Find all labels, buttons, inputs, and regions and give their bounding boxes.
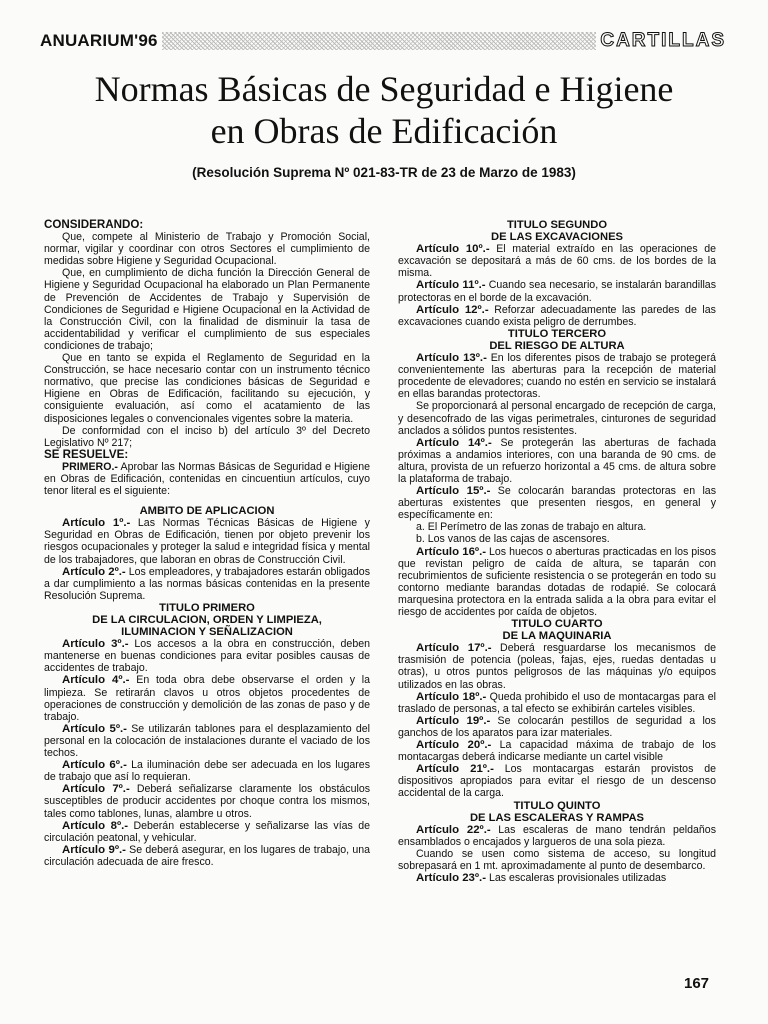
article-text: Los montacargas estarán provistos de dispositivos apropiados para evitar el riesgo de un descenso accidental de la carga. (398, 763, 716, 800)
section-heading: TITULO TERCERO (507, 327, 607, 340)
article-label: Artículo 2º.- (62, 565, 126, 578)
article (44, 783, 370, 819)
article (44, 674, 370, 722)
article-text: Deberá señalizarse claramente los obstáculos susceptibles de producir accidentes por choque contra los mismos, tales como tablones, lunas, alambre u otros. (44, 783, 371, 820)
article (398, 691, 716, 715)
article-text: Deberá resguardarse los mecanismos de trasmisión de potencia (poleas, fajas, ejes, ruedas dentadas u otras), u otros puntos peligrosos de las máquinas y/o equipos utilizados en las obras. (398, 642, 716, 691)
paragraph: De conformidad con el inciso b) del artículo 3º del Decreto Legislativo Nº 217; (44, 424, 370, 449)
article-label: Artículo 8º.- (62, 819, 129, 832)
article-label: Artículo 16º.- (416, 545, 487, 558)
section-heading: TITULO QUINTO (513, 799, 601, 812)
article-text: El material extraído en las operaciones de excavación se depositará a más de 60 cms. de los bordes de la misma. (398, 243, 716, 280)
article (44, 759, 370, 783)
section-heading: DE LAS EXCAVACIONES (491, 231, 623, 244)
section-heading: TITULO SEGUNDO (506, 219, 608, 231)
article-label: Artículo 15º.- (416, 485, 491, 498)
article-label: Artículo 22º.- (416, 823, 491, 836)
list-item: b. Los vanos de las cajas de ascensores. (416, 533, 610, 546)
article-label: Artículo 18º.- (416, 690, 487, 703)
article (398, 437, 716, 485)
article (398, 763, 716, 799)
paragraph: Que, compete al Ministerio de Trabajo y Promoción Social, normar, vigilar y coordinar con otros Sectores el cumplimiento de medidas sobre Higiene y Seguridad Ocupacional. (44, 231, 370, 268)
article-text: La capacidad máxima de trabajo de los montacargas deberá indicarse mediante un cartel visible (398, 739, 716, 764)
paragraph: Cuando se usen como sistema de acceso, su longitud sobrepasará en 1 mt. aproximadamente al punto de desembarco. (398, 847, 716, 872)
section-name: CARTILLAS (596, 30, 726, 52)
paragraph: Se proporcionará al personal encargado de recepción de carga, y desencofrado de las vigas perimetrales, cinturones de seguridad anclados a sólidos puntos resistentes. (398, 400, 716, 437)
article-label: PRIMERO.- (62, 460, 118, 473)
article-text: Se utilizarán tablones para el desplazamiento del personal en la colocación de instalaciones durante el vaciado de los techos. (44, 722, 370, 760)
article (44, 638, 370, 674)
article-label: Artículo 20º.- (416, 739, 492, 752)
section-heading: TITULO CUARTO (511, 618, 603, 631)
article-text: Las Normas Técnicas Básicas de Higiene y Seguridad en Obras de Edificación, tienen por objeto prevenir los riesgos ocupacionales y proteger la salud e integridad física y mental de los trabajadores, que laboran en obras de Construcción Civil. (44, 517, 370, 566)
publication-name: ANUARIUM'96 (40, 31, 162, 51)
paragraph: Que en tanto se expida el Reglamento de Seguridad en la Construcción, se hace necesario contar con un instrumento técnico normativo, que precise las condiciones básicas de Seguridad e Higiene en Obras de Edificación, facilitando su ejecución, y consiguiente evaluación, así como el acatamiento de las disposiciones legales o convencionales vigentes sobre la materia. (44, 352, 370, 425)
section-heading: DE LAS ESCALERAS Y RAMPAS (469, 811, 645, 824)
article-label: Artículo 6º.- (62, 759, 127, 772)
title-line-1: Normas Básicas de Seguridad e Higiene (94, 69, 674, 109)
section-heading: AMBITO DE APLICACION (139, 505, 275, 518)
article-text: Queda prohibido el uso de montacargas para el traslado de personas, a tal efecto se exhibirán carteles visibles. (398, 690, 716, 715)
article-text: Deberán establecerse y señalizarse las vías de circulación peatonal, y vehicular. (44, 819, 370, 844)
article (398, 546, 716, 619)
article-text: Se colocarán barandas protectoras en las aberturas existentes que presenten riesgos, en general y específicamente en: (398, 485, 716, 522)
section-heading: ILUMINACION Y SEÑALIZACION (121, 626, 293, 639)
article (44, 723, 370, 759)
section-heading: DEL RIESGO DE ALTURA (489, 339, 625, 352)
article-text: Las escaleras de mano tendrán peldaños ensamblados o encajados y largueros de una sola pieza. (398, 823, 716, 848)
article (398, 352, 716, 400)
article-label: Artículo 19º.- (416, 714, 491, 727)
article-label: Artículo 11º.- (416, 279, 486, 292)
section-heading: DE LA CIRCULACION, ORDEN Y LIMPIEZA, (92, 614, 322, 626)
article-text: Cuando sea necesario, se instalarán barandillas protectoras en el borde de la excavación. (398, 279, 716, 304)
article-text: Los huecos o aberturas practicadas en los pisos que revistan peligro de caída de altura, se taparán con recubrimientos de suficiente resistencia o se protegerán en todo su contorno mediante barandas dotadas de rodapié. Se colocará marquesina protectora en la entrada salida a la obra para evitar el riesgo de accidentes por caída de objetos. (398, 545, 716, 618)
article (398, 642, 716, 690)
article-label: Artículo 4º.- (62, 674, 130, 687)
article (44, 517, 370, 565)
article-text: La iluminación debe ser adecuada en los lugares de trabajo que así lo requieran. (44, 759, 370, 784)
header-rule (162, 32, 597, 50)
section-heading: TITULO PRIMERO (159, 601, 255, 614)
considerando-heading: CONSIDERANDO: (44, 218, 144, 231)
article-text: Las escaleras provisionales utilizadas (486, 872, 667, 885)
article-label: Artículo 13º.- (416, 352, 487, 365)
article (44, 820, 370, 844)
article (44, 566, 370, 602)
article-label: Artículo 7º.- (62, 783, 130, 796)
se-resuelve-heading: SE RESUELVE: (44, 447, 129, 461)
article (398, 872, 716, 884)
article-text: En los diferentes pisos de trabajo se protegerá convenientemente las aberturas para la recepción de material procedente de elevadores; cuando no estén en servicio se instalará en ellas barandas protectoras. (398, 352, 716, 401)
list-item: a. El Perímetro de las zonas de trabajo en altura. (416, 521, 647, 534)
title-line-2: en Obras de Edificación (210, 111, 558, 151)
article (398, 824, 716, 848)
article-text: En toda obra debe observarse el orden y la limpieza. Se retirarán clavos u otros objetos procedentes de operaciones de construcción y demolición de las zonas de paso y de trabajo. (44, 674, 371, 723)
article (398, 279, 716, 303)
article-text: Se deberá asegurar, en los lugares de trabajo, una circulación adecuada de aire fresco. (44, 843, 370, 868)
article-label: Artículo 12º.- (416, 303, 489, 316)
document-subtitle: (Resolución Suprema Nº 021-83-TR de 23 de Marzo de 1983) (192, 165, 576, 180)
article-text: Se protegerán las aberturas de fachada próximas a andamios interiores, con una baranda de 90 cms. de altura, provista de un refuerzo horizontal a 45 cms. de altura sobre la plataforma de trabajo. (398, 436, 716, 485)
article (398, 243, 716, 279)
article-text: Reforzar adecuadamente las paredes de las excavaciones cuando exista peligro de derrumbes. (398, 303, 716, 328)
article-label: Artículo 9º.- (62, 843, 126, 856)
article-label: Artículo 21º.- (416, 763, 494, 776)
paragraph (44, 461, 370, 497)
page-number: 167 (684, 975, 710, 992)
article-label: Artículo 5º.- (62, 722, 127, 735)
article-text: Los accesos a la obra en construcción, deben mantenerse en buenas condiciones para evitar posibles causas de accidentes de trabajo. (44, 638, 370, 675)
article-text: Aprobar las Normas Básicas de Seguridad e Higiene en Obras de Edificación, contenidas en cincuentiun artículos, cuyo tenor literal es el siguiente: (44, 460, 370, 498)
article (398, 739, 716, 763)
article-label: Artículo 3º.- (62, 638, 129, 651)
article (44, 844, 370, 868)
article (398, 715, 716, 739)
running-header (40, 30, 726, 52)
article-text: Se colocarán pestillos de seguridad a los ganchos de los aparatos para izar materiales. (398, 714, 716, 739)
document-title (30, 68, 738, 152)
article-label: Artículo 14º.- (416, 436, 492, 449)
paragraph: Que, en cumplimiento de dicha función la Dirección General de Higiene y Seguridad Ocupacional ha elaborado un Plan Permanente de Prevención de Accidentes de Trabajo y Supervisión de Condiciones de Seguridad e Higiene Ocupacional en la Actividad de la Construcción Civil, con la finalidad de disminuir la tasa de accidentabilidad y verificar el cumplimiento de sus especiales condiciones de trabajo; (44, 267, 370, 352)
article-label: Artículo 23º.- (416, 872, 486, 885)
section-heading: DE LA MAQUINARIA (502, 630, 612, 643)
article-label: Artículo 10º.- (416, 243, 490, 256)
left-column (44, 219, 370, 868)
article-label: Artículo 17º.- (416, 642, 492, 655)
article-text: Los empleadores, y trabajadores estarán obligados a dar cumplimiento a las normas básicas contenidas en la presente Resolución Suprema. (44, 565, 370, 602)
article-label: Artículo 1º.- (62, 517, 131, 530)
article (398, 485, 716, 521)
article (398, 304, 716, 328)
right-column (398, 219, 716, 884)
